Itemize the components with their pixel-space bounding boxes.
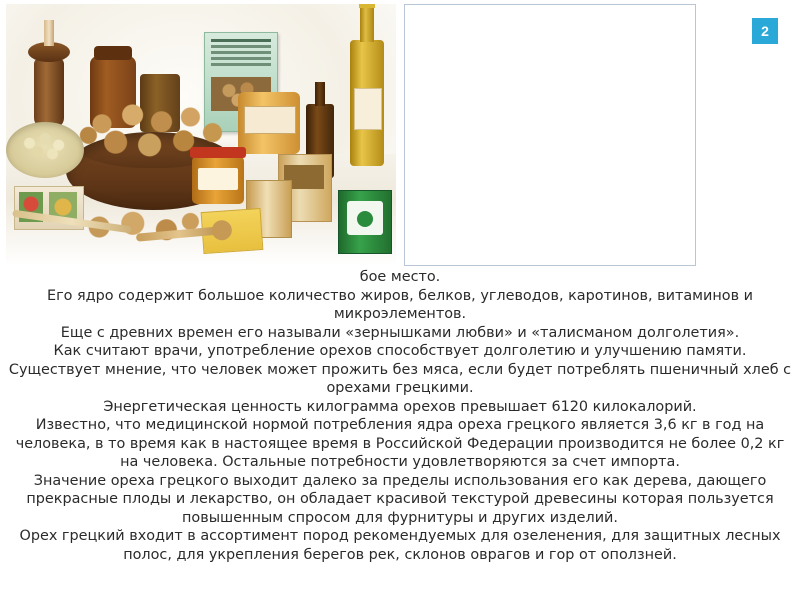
body-paragraph: Его ядро содержит большое количество жиров, белков, углеводов, каротинов, витаминов и микроэлементов. xyxy=(46,287,754,322)
body-paragraph: бое место. xyxy=(359,269,441,285)
body-paragraph: Еще с древних времен его называли «зернышками любви» и «талисманом долголетия». xyxy=(60,324,740,341)
nut-plate xyxy=(6,122,84,178)
nut-jar xyxy=(238,92,300,154)
book-title-lines xyxy=(211,39,271,42)
content-placeholder[interactable] xyxy=(404,4,696,266)
slide-number-badge: 2 xyxy=(752,18,778,44)
candle-holder-base xyxy=(34,58,64,128)
body-paragraph: Орех грецкий входит в ассортимент пород рекомендуемых для озеленения, для защитных лесных полос, для укрепления берегов рек, склонов оврагов и гор от оползней. xyxy=(19,528,781,563)
body-paragraph: Значение ореха грецкого выходит далеко за пределы использования его как дерева, дающего прекрасные плоды и лекарство, он обладает красивой текстурой древесины которая пользуется повышенным спросом для фурнитуры и других изделий. xyxy=(26,472,774,526)
body-paragraph: Энергетическая ценность килограмма орехов превышает 6120 килокалорий. xyxy=(103,398,697,415)
honey-jar xyxy=(192,156,244,204)
slide-body-text xyxy=(0,268,800,564)
oil-bottle-label xyxy=(354,88,382,130)
body-paragraph: Известно, что медицинской нормой потребления ядра ореха грецкого является 3,6 кг в год на человека, в то время как в настоящее время в Российской Федерации производится не более 0,2 кг на человека. Остальные потребности удовлетворяются за счет импорта. xyxy=(15,417,785,470)
body-paragraph: Существует мнение, что человек может прожить без мяса, если будет потреблять пшеничный хлеб с орехами грецкими. xyxy=(8,361,792,396)
candle-stick xyxy=(44,20,54,46)
walnut-products-photo xyxy=(6,4,396,266)
body-paragraph: Как считают врачи, употребление орехов способствует долголетию и улучшению памяти. xyxy=(53,343,747,359)
green-product-box xyxy=(338,190,392,254)
